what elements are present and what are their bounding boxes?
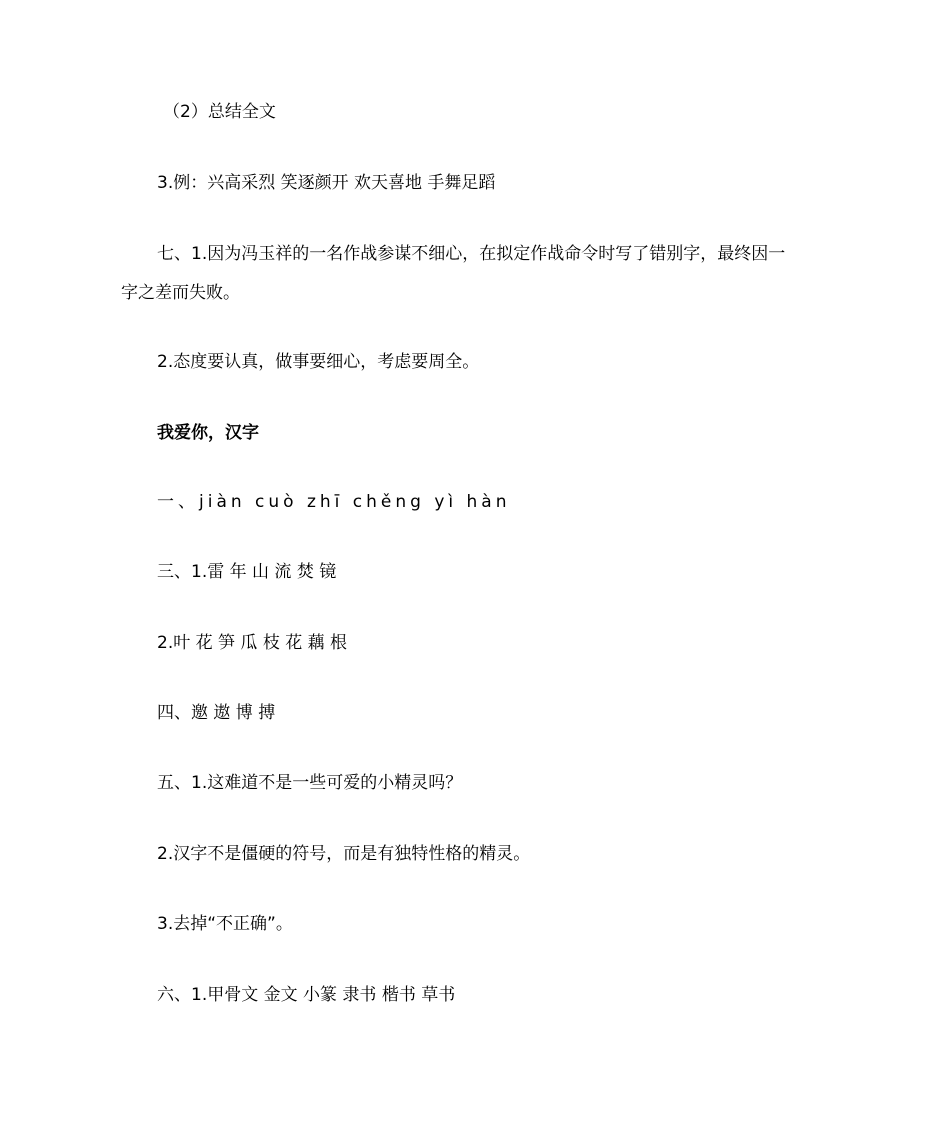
- paragraph-five-2: 2.汉字不是僵硬的符号，而是有独特性格的精灵。: [157, 844, 531, 864]
- paragraph-six-1: 六、1.甲骨文 金文 小篆 隶书 楷书 草书: [157, 985, 456, 1005]
- paragraph-five-1: 五、1.这难道不是一些可爱的小精灵吗？: [157, 773, 463, 793]
- paragraph-three-1: 三、1.雷 年 山 流 焚 镜: [157, 562, 337, 582]
- paragraph-three-2: 2.叶 花 笋 瓜 枝 花 藕 根: [157, 633, 348, 653]
- section-heading: 我爱你，汉字: [157, 423, 259, 443]
- paragraph-seven-1-first-line: 七、1.因为冯玉祥的一名作战参谋不细心，在拟定作战命令时写了错别字，最终因一: [157, 244, 786, 264]
- paragraph-example-idioms: 3.例：兴高采烈 笑逐颜开 欢天喜地 手舞足蹈: [157, 173, 496, 193]
- paragraph-seven-2: 2.态度要认真，做事要细心，考虑要周全。: [157, 352, 480, 372]
- paragraph-five-3: 3.去掉“不正确”。: [157, 914, 293, 934]
- paragraph-one-pinyin: 一、jiàn cuò zhī chěng yì hàn: [157, 492, 511, 512]
- paragraph-summary: （2）总结全文: [163, 102, 276, 122]
- paragraph-seven-1-second-line: 字之差而失败。: [121, 283, 240, 303]
- paragraph-four: 四、邀 遨 博 搏: [157, 703, 276, 723]
